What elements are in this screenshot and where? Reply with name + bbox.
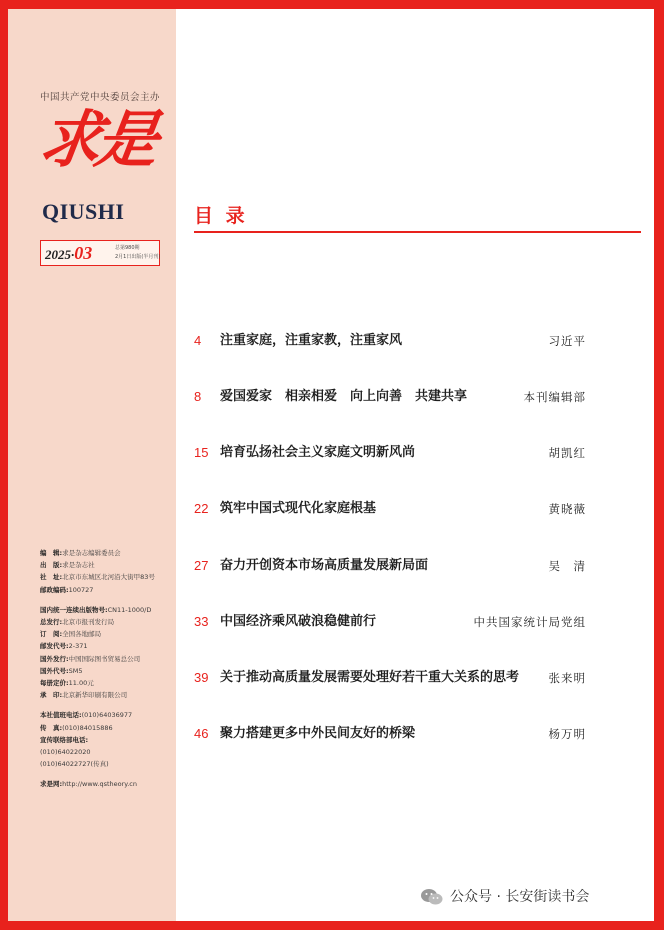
toc-item[interactable] xyxy=(194,331,586,351)
imprint-spacer xyxy=(40,770,174,778)
imprint-row xyxy=(40,628,174,640)
toc-page-number: 4 xyxy=(194,333,202,348)
imprint-key: 每册定价: xyxy=(40,679,69,688)
imprint-value: CN11-1000/D xyxy=(107,605,152,614)
imprint-key: 国外发行: xyxy=(40,654,69,663)
toc-page-number: 15 xyxy=(194,445,209,460)
issue-number xyxy=(45,243,92,265)
imprint-key: 邮发代号: xyxy=(40,642,69,651)
imprint-key: 邮政编码: xyxy=(40,585,69,594)
masthead-logo xyxy=(34,103,166,224)
imprint-key: 编 辑: xyxy=(40,549,63,557)
imprint-value: 北京新华印刷有限公司 xyxy=(62,691,128,700)
toc-page-number: 46 xyxy=(194,726,209,741)
issue-detail-total: 总第980期 xyxy=(115,245,140,251)
imprint-value: 2-371 xyxy=(68,642,88,651)
imprint-row xyxy=(40,571,174,583)
issue-box xyxy=(40,240,160,266)
toc-article-title: 聚力搭建更多中外民间友好的桥梁 xyxy=(220,726,416,741)
imprint-value: 中国国际图书贸易总公司 xyxy=(68,654,141,663)
imprint-value: 北京市报刊发行局 xyxy=(62,618,115,627)
imprint-key: 宣传联络部电话: xyxy=(40,735,89,744)
imprint-row xyxy=(40,758,174,770)
logo-chinese: 求是 xyxy=(34,103,158,176)
imprint-row xyxy=(40,604,174,616)
toc-article-author: 张来明 xyxy=(548,671,586,685)
sponsor-line: 中国共产党中央委员会主办 xyxy=(40,92,161,103)
imprint-row xyxy=(40,722,174,734)
toc-page-number: 39 xyxy=(194,670,209,685)
toc-page-number: 33 xyxy=(194,614,209,629)
toc-page-number: 27 xyxy=(194,558,209,573)
toc-article-author: 习近平 xyxy=(548,334,586,348)
toc-item[interactable] xyxy=(194,443,586,463)
imprint-row xyxy=(40,778,174,790)
toc-item[interactable] xyxy=(194,668,586,688)
imprint-row xyxy=(40,734,174,746)
watermark-text: 公众号 · 长安街读书会 xyxy=(450,889,590,905)
imprint-value: (010)64022020 xyxy=(40,748,91,757)
toc-item[interactable] xyxy=(194,612,586,632)
imprint-key: 传 真: xyxy=(40,723,63,732)
imprint-value: 求是杂志社 xyxy=(62,561,95,570)
imprint-block xyxy=(40,547,174,791)
watermark xyxy=(420,885,589,909)
logo-english: QIUSHI xyxy=(42,199,125,224)
imprint-key: 总发行: xyxy=(40,618,63,627)
toc-item[interactable] xyxy=(194,556,586,576)
imprint-key: 求是网: xyxy=(40,780,63,789)
imprint-row xyxy=(40,616,174,628)
imprint-row xyxy=(40,665,174,677)
imprint-key: 国内统一连续出版物号: xyxy=(40,605,108,614)
cover-sidebar xyxy=(8,9,176,921)
toc-article-title: 爱国爱家 相亲相爱 向上向善 共建共享 xyxy=(220,389,468,404)
toc-page-number: 22 xyxy=(194,501,209,516)
imprint-spacer xyxy=(40,596,174,604)
toc-article-title: 注重家庭，注重家教，注重家风 xyxy=(220,333,403,348)
magazine-page xyxy=(8,9,654,921)
imprint-value: 北京市东城区北河沿大街甲83号 xyxy=(62,573,155,582)
imprint-key: 订 阅: xyxy=(40,630,63,639)
imprint-row xyxy=(40,746,174,758)
toc-item[interactable] xyxy=(194,387,586,407)
issue-detail-date: 2月1日出版(半月刊) xyxy=(115,254,161,260)
toc-divider xyxy=(194,231,641,233)
toc-article-title: 筑牢中国式现代化家庭根基 xyxy=(220,501,377,516)
wechat-icon xyxy=(420,888,444,906)
imprint-spacer xyxy=(40,701,174,709)
imprint-value: 全国各地邮局 xyxy=(62,630,102,639)
toc-page-number: 8 xyxy=(194,389,202,404)
imprint-key: 出 版: xyxy=(40,561,63,570)
imprint-value: (010)64022727(传真) xyxy=(40,760,109,769)
issue-num: 03 xyxy=(74,243,93,263)
toc-article-title: 中国经济乘风破浪稳健前行 xyxy=(220,614,377,629)
imprint-row xyxy=(40,677,174,689)
imprint-row xyxy=(40,584,174,596)
toc-item[interactable] xyxy=(194,499,586,519)
toc-article-title: 关于推动高质量发展需要处理好若干重大关系的思考 xyxy=(220,670,520,685)
toc-article-author: 杨万明 xyxy=(548,727,586,741)
imprint-value: 求是杂志编辑委员会 xyxy=(62,549,121,557)
toc-article-title: 培育弘扬社会主义家庭文明新风尚 xyxy=(220,445,416,460)
imprint-value: (010)64036977 xyxy=(81,711,133,720)
imprint-value: 100727 xyxy=(68,585,94,594)
imprint-row xyxy=(40,640,174,652)
toc-article-title: 奋力开创资本市场高质量发展新局面 xyxy=(220,558,429,573)
toc-article-author: 胡凯红 xyxy=(548,446,586,460)
toc-title: 目 录 xyxy=(194,205,248,227)
imprint-row xyxy=(40,547,174,559)
toc-item[interactable] xyxy=(194,724,586,744)
imprint-row xyxy=(40,709,174,721)
imprint-key: 本社值班电话: xyxy=(40,711,82,720)
issue-separator: · xyxy=(71,247,75,262)
toc-article-author: 吴 清 xyxy=(548,559,586,573)
imprint-key: 国外代号: xyxy=(40,666,69,675)
imprint-row xyxy=(40,689,174,701)
imprint-row xyxy=(40,653,174,665)
issue-year: 2025 xyxy=(45,247,71,262)
imprint-value: http://www.qstheory.cn xyxy=(62,780,137,789)
issue-details xyxy=(115,244,160,262)
toc-article-author: 中共国家统计局党组 xyxy=(473,615,586,629)
imprint-value: (010)84015886 xyxy=(62,723,113,732)
imprint-key: 社 址: xyxy=(40,573,63,582)
imprint-row xyxy=(40,559,174,571)
toc-article-author: 黄晓薇 xyxy=(548,502,586,516)
imprint-value: SM5 xyxy=(68,666,83,675)
imprint-key: 承 印: xyxy=(40,691,63,700)
imprint-value: 11.00元 xyxy=(68,679,94,688)
toc-article-author: 本刊编辑部 xyxy=(523,390,586,404)
